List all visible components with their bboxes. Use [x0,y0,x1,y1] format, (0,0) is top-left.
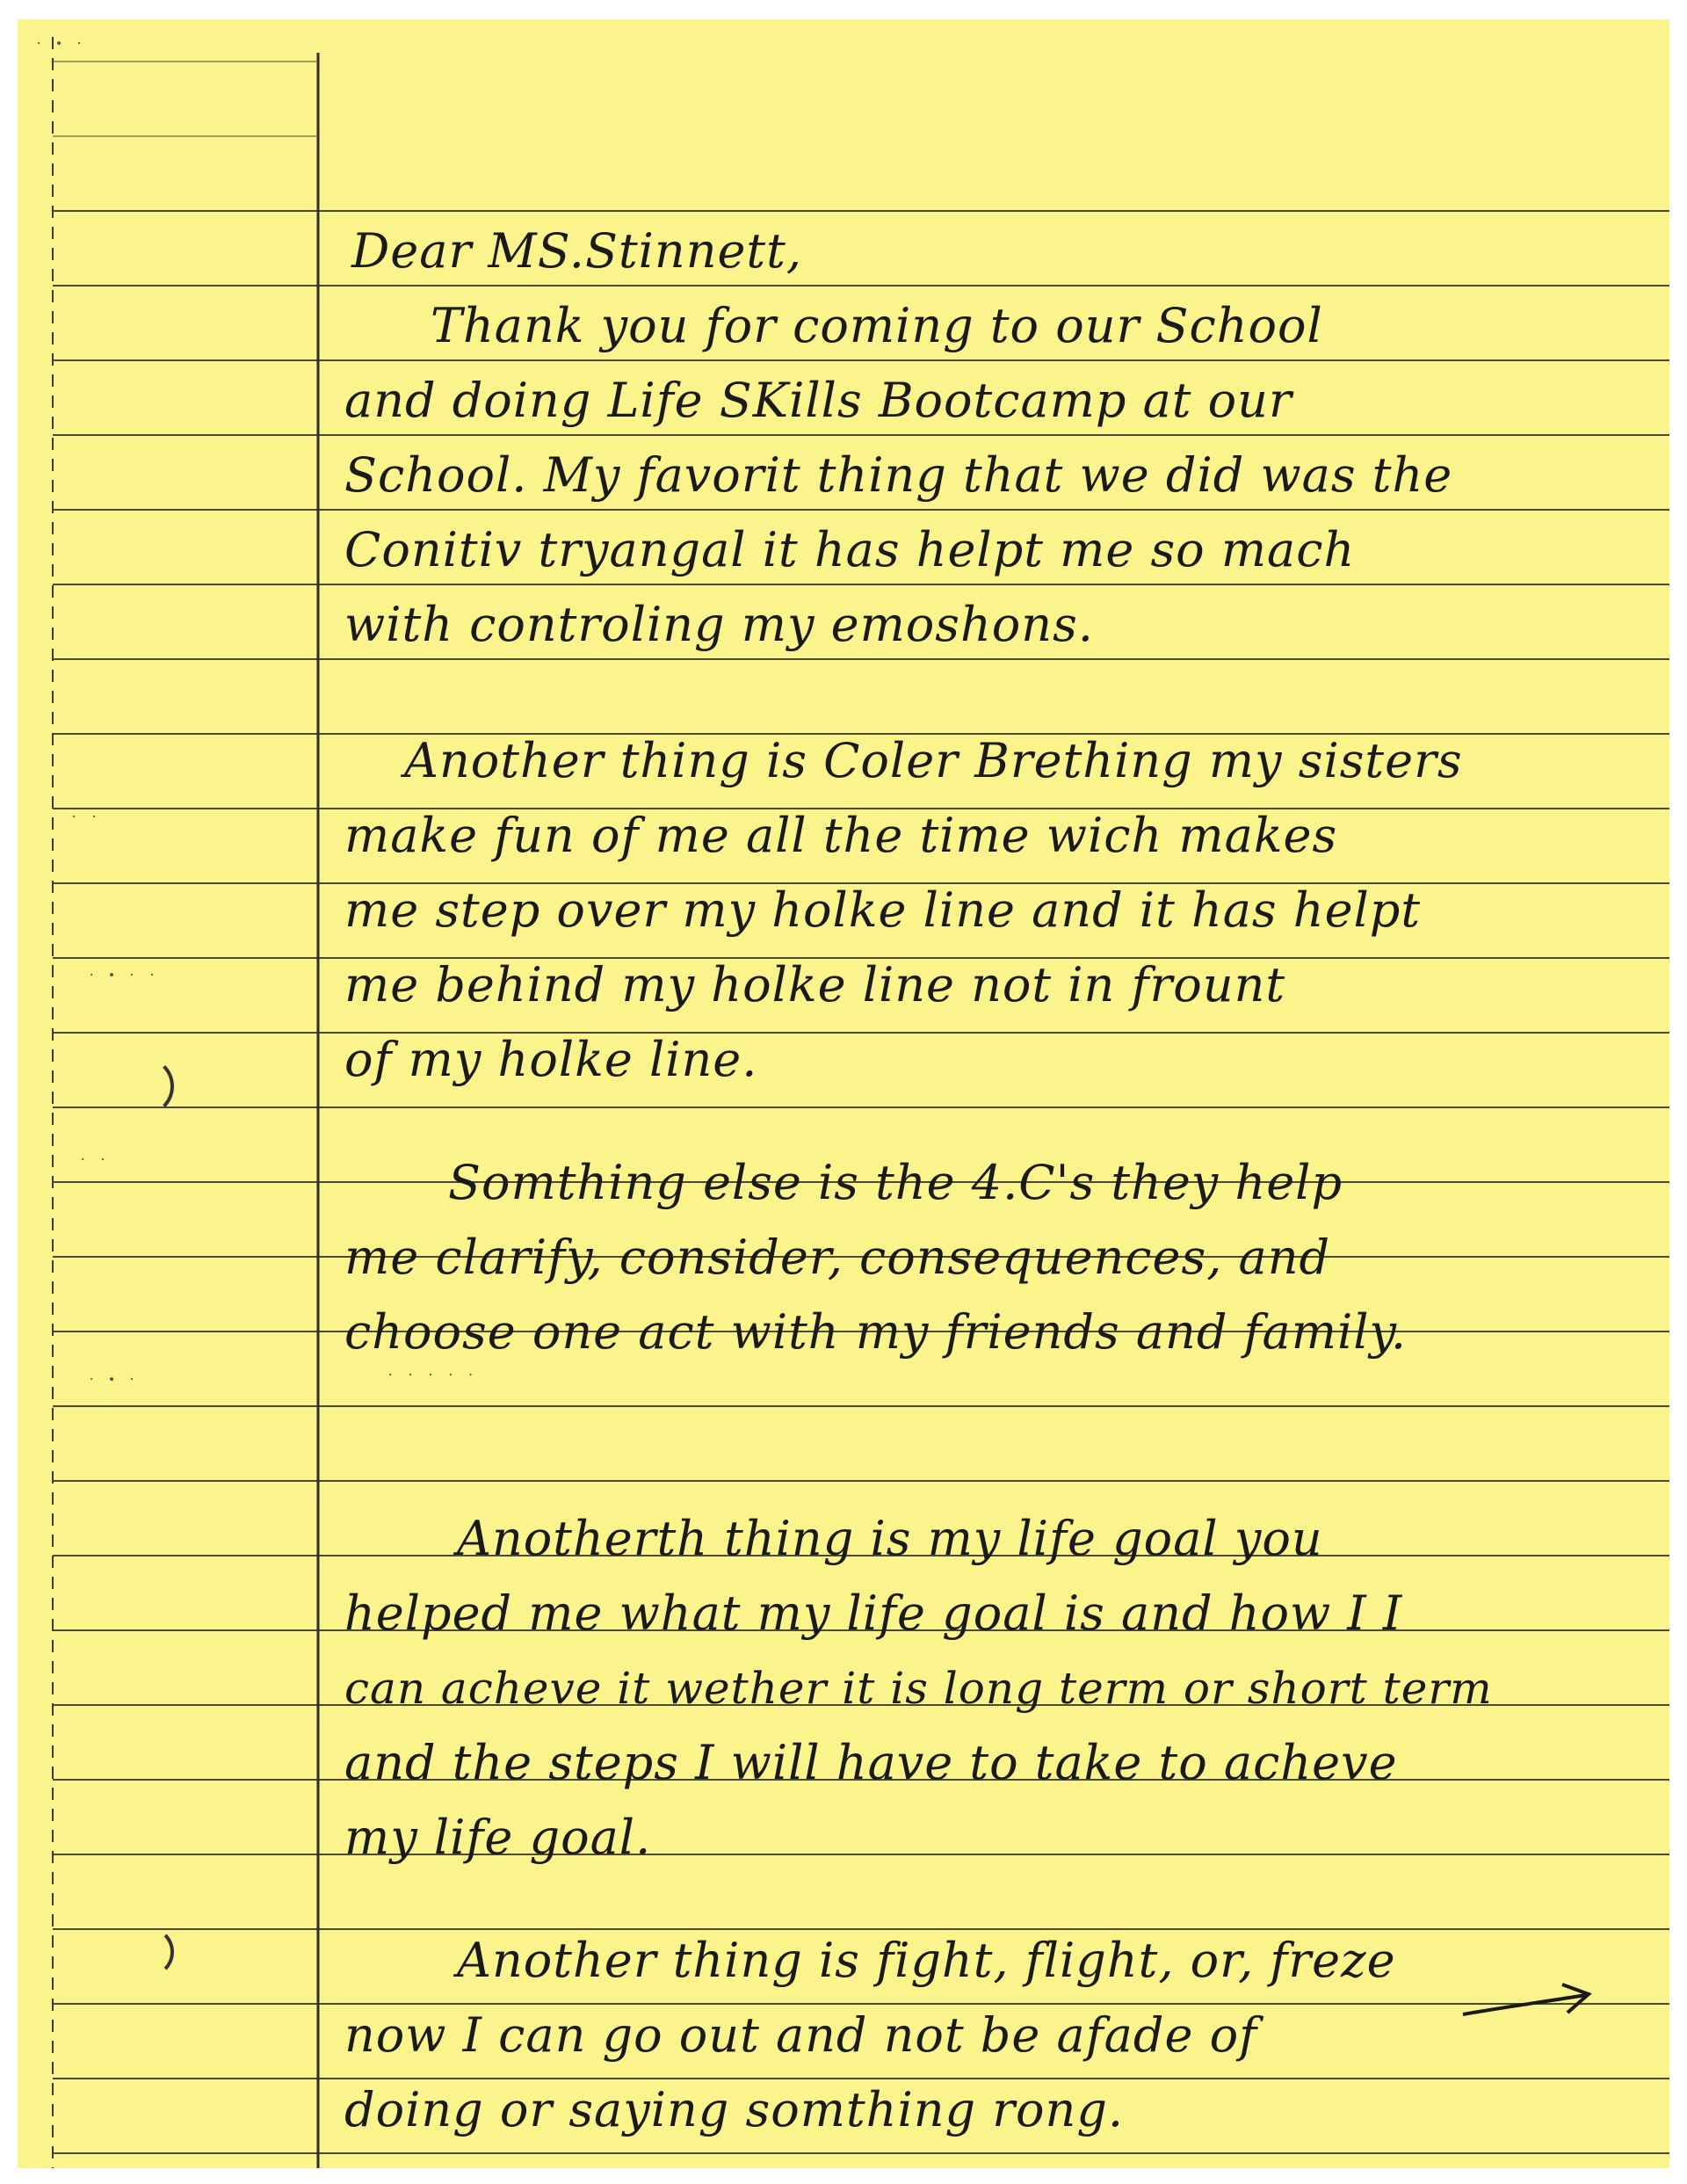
letter-line: doing or saying somthing rong. [344,2082,1125,2137]
letter-line: me step over my holke line and it has helpt [344,882,1422,938]
scan-speck: · · [70,810,101,824]
letter-line: School. My favorit thing that we did was the [344,447,1453,503]
letter-line: Somthing else is the 4.C's they help [448,1155,1343,1210]
scan-speck: · · [79,1153,110,1167]
letter-line: my life goal. [344,1810,652,1865]
scan-speck: · ∙ · [35,37,86,51]
scan-speck: · ∙ · · [88,969,159,983]
letter-line: now I can go out and not be afade of [344,2007,1258,2063]
letter-line: and doing Life SKills Bootcamp at our [344,373,1292,428]
letter-line: Another thing is fight, flight, or, freze [457,1933,1396,1988]
scan-speck: · · · · · [387,1368,477,1382]
letter-line: me clarify, consider, consequences, and [344,1230,1331,1285]
binder-hole-mark [114,1056,174,1116]
letter-line: me behind my holke line not in frount [344,957,1286,1012]
letter-line: and the steps I will have to take to acheve [344,1735,1398,1790]
letter-line: Anotherth thing is my life goal you [457,1511,1323,1566]
salutation: Dear MS.Stinnett, [351,223,802,279]
letter-line: helped me what my life goal is and how I I [344,1585,1403,1641]
binder-hole-mark [123,1926,174,1977]
legal-pad-page [18,19,1669,2168]
letter-line: with controling my emoshons. [344,597,1094,652]
letter-line: of my holke line. [344,1032,758,1087]
letter-line: Conitiv tryangal it has helpt me so mach [344,522,1356,577]
continue-arrow-icon [1459,1977,1599,2030]
letter-line: Thank you for coming to our School [431,298,1323,353]
letter-line: Another thing is Coler Brething my sisters [404,733,1463,788]
letter-line: make fun of me all the time wich makes [344,808,1338,863]
letter-line: can acheve it wether it is long term or short term [344,1663,1493,1714]
scan-speck: · ∙ · [88,1373,139,1387]
letter-line: choose one act with my friends and family. [344,1304,1407,1360]
